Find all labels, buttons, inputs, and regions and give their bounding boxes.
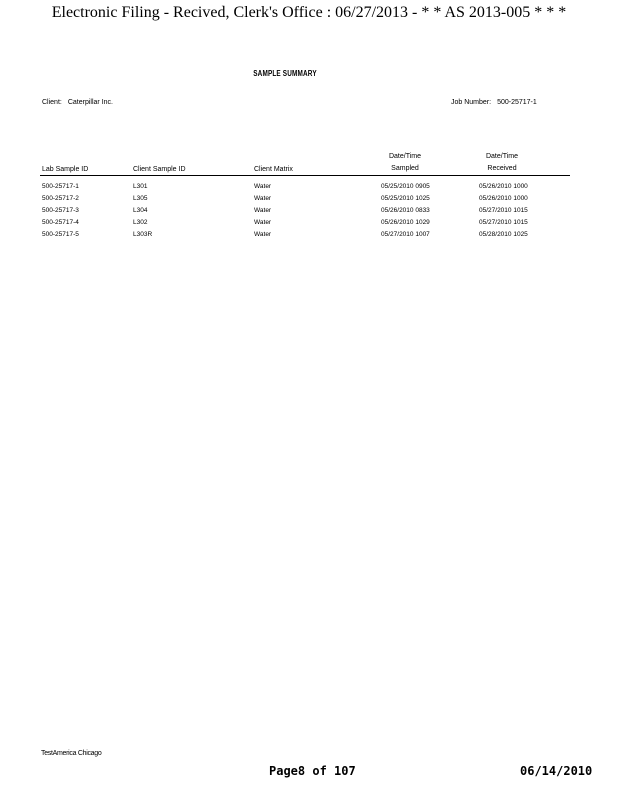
cell-date-sampled: 05/25/2010 0905: [381, 183, 430, 190]
cell-client-sample-id: L301: [133, 183, 148, 190]
cell-client-matrix: Water: [254, 219, 272, 226]
header-date-sampled: [365, 151, 445, 175]
job-number-info: [451, 99, 537, 106]
report-title: SAMPLE SUMMARY: [253, 69, 317, 78]
filing-banner: Electronic Filing - Recived, Clerk's Office : 06/27/2013 - * * AS 2013-005 * * *: [51, 4, 567, 21]
table-row: [0, 231, 618, 243]
footer-lab-name: TestAmerica Chicago: [41, 750, 102, 757]
cell-lab-sample-id: 500-25717-4: [42, 219, 79, 226]
cell-client-matrix: Water: [254, 183, 272, 190]
header-client-matrix: Client Matrix: [254, 166, 293, 173]
cell-client-matrix: Water: [254, 207, 272, 214]
job-number-label: Job Number:: [451, 99, 492, 106]
cell-client-sample-id: L304: [133, 207, 148, 214]
footer-page-number: Page8 of 107: [269, 764, 356, 778]
header-divider: [40, 175, 570, 176]
table-row: [0, 219, 618, 231]
cell-date-sampled: 05/27/2010 1007: [381, 231, 430, 238]
table-row: [0, 195, 618, 207]
header-date-sampled-line2: Sampled: [391, 165, 419, 172]
cell-client-sample-id: L303R: [133, 231, 153, 238]
header-date-received-line1: Date/Time: [485, 153, 519, 160]
footer-date: 06/14/2010: [520, 764, 593, 778]
cell-date-received: 05/26/2010 1000: [479, 183, 528, 190]
cell-lab-sample-id: 500-25717-5: [42, 231, 79, 238]
cell-client-sample-id: L302: [133, 219, 148, 226]
cell-lab-sample-id: 500-25717-2: [42, 195, 79, 202]
job-number-value: 500-25717-1: [497, 99, 537, 106]
cell-date-received: 05/26/2010 1000: [479, 195, 528, 202]
header-lab-sample-id: Lab Sample ID: [42, 166, 89, 173]
cell-client-matrix: Water: [254, 231, 272, 238]
header-date-received: [462, 151, 542, 175]
cell-lab-sample-id: 500-25717-3: [42, 207, 79, 214]
cell-lab-sample-id: 500-25717-1: [42, 183, 79, 190]
cell-date-sampled: 05/26/2010 1029: [381, 219, 430, 226]
table-row: [0, 183, 618, 195]
sample-table-body: [0, 183, 618, 243]
cell-date-sampled: 05/25/2010 1025: [381, 195, 430, 202]
cell-date-received: 05/27/2010 1015: [479, 207, 528, 214]
header-date-sampled-line1: Date/Time: [388, 153, 422, 160]
cell-date-received: 05/28/2010 1025: [479, 231, 528, 238]
client-label: Client:: [42, 99, 62, 106]
header-client-sample-id: Client Sample ID: [133, 166, 186, 173]
cell-client-sample-id: L305: [133, 195, 148, 202]
cell-date-sampled: 05/26/2010 0833: [381, 207, 430, 214]
client-value: Caterpillar Inc.: [67, 99, 113, 106]
client-info: [42, 99, 113, 106]
table-row: [0, 207, 618, 219]
cell-client-matrix: Water: [254, 195, 272, 202]
cell-date-received: 05/27/2010 1015: [479, 219, 528, 226]
header-date-received-line2: Received: [487, 165, 517, 172]
